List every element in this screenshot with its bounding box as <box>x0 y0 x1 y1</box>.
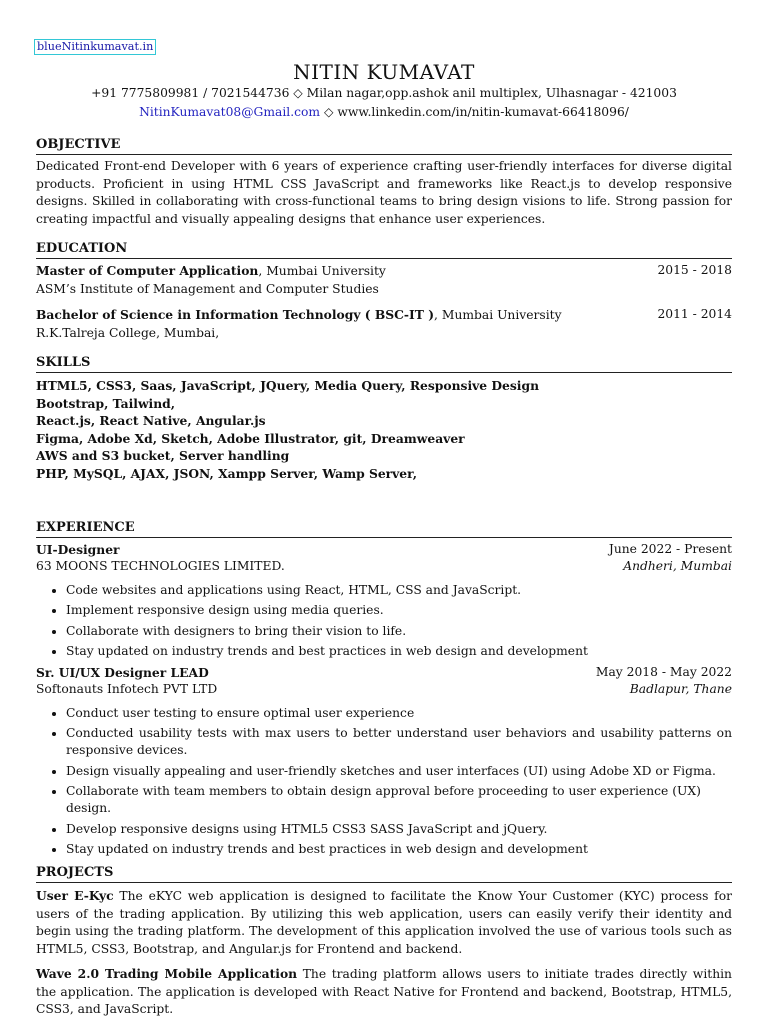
list-item: • Develop responsive designs using HTML5 CSS3 SASS JavaScript and jQuery. <box>66 821 732 838</box>
project-name: Wave 2.0 Trading Mobile Application <box>36 966 298 982</box>
project-text: The eKYC web application is designed to facilitate the Know Your Customer (KYC) process for users of the trading application. By utilizing this web application, users can easily verify their identity and begin using the trading platform. The development of this application involved the use of various tools such as HTML5, CSS3, Bootstrap, and Angular.js for Frontend and backend. <box>36 889 733 956</box>
list-item: • Code websites and applications using React, HTML, CSS and JavaScript. <box>66 582 732 599</box>
job-dates: June 2022 - Present <box>608 541 732 556</box>
list-item: • Implement responsive design using media queries. <box>66 602 732 619</box>
list-item: • Stay updated on industry trends and best practices in web design and development <box>66 643 732 660</box>
project-name: User E-Kyc <box>36 888 114 904</box>
job-bullets <box>36 582 732 661</box>
institute: R.K.Talreja College, Mumbai, <box>36 325 220 340</box>
skills-heading: SKILLS <box>36 354 732 373</box>
project-text: The trading platform allows users to initiate trades directly within the application. The application is developed with React Native for Frontend and backend, Bootstrap, HTML5, CSS3, and JavaScript. <box>36 967 732 1017</box>
degree: Bachelor of Science in Information Technology ( BSC-IT ) <box>36 307 435 322</box>
linkedin-link[interactable]: www.linkedin.com/in/nitin-kumavat-66418096/ <box>337 105 629 119</box>
company: Softonauts Infotech PVT LTD <box>36 682 218 697</box>
list-item: • Conducted usability tests with max users to better understand user behaviors and usability patterns on responsive devices. <box>66 725 732 759</box>
company: 63 MOONS TECHNOLOGIES LIMITED. <box>36 559 285 574</box>
institute: ASM’s Institute of Management and Computer Studies <box>36 281 379 296</box>
resume-page <box>36 38 732 1019</box>
years: 2011 - 2014 <box>657 307 732 321</box>
university: , Mumbai University <box>434 308 562 322</box>
job-dates: May 2018 - May 2022 <box>595 664 732 679</box>
contact-line: +91 7775809981 / 7021544736 ◇ Milan nagar,opp.ashok anil multiplex, Ulhasnagar - 421003 <box>91 86 677 100</box>
university: , Mumbai University <box>258 264 386 278</box>
skill-line: Figma, Adobe Xd, Sketch, Adobe Illustrator, git, Dreamweaver <box>36 430 465 446</box>
objective-heading: OBJECTIVE <box>36 136 732 155</box>
job-entry <box>36 541 732 661</box>
project-entry <box>36 965 732 1019</box>
job-entry <box>36 664 732 859</box>
list-item: • Collaborate with designers to bring their vision to life. <box>66 623 732 640</box>
experience-heading: EXPERIENCE <box>36 519 732 538</box>
email-link[interactable]: NitinKumavat08@Gmail.com <box>139 105 321 119</box>
website-link[interactable]: blueNitinkumavat.in <box>34 39 156 55</box>
links-line <box>36 103 732 122</box>
project-entry <box>36 887 732 958</box>
projects-heading: PROJECTS <box>36 864 732 883</box>
separator-diamond: ◇ <box>320 105 338 119</box>
objective-text: Dedicated Front-end Developer with 6 years of experience crafting user-friendly interfaces for diverse digital products. Proficient in using HTML CSS JavaScript and frameworks like React.js to develop responsive designs. Skilled in collaborating with cross-functional teams to bring design visions to life. Strong passion for creating impactful and visually appealing designs that enhance user experiences. <box>36 159 732 226</box>
years: 2015 - 2018 <box>657 263 732 277</box>
job-bullets <box>36 705 732 859</box>
candidate-name: NITIN KUMAVAT <box>293 60 475 84</box>
education-item <box>36 306 732 342</box>
list-item: • Conduct user testing to ensure optimal user experience <box>66 705 732 722</box>
job-location: Badlapur, Thane <box>629 682 732 697</box>
education-item <box>36 262 732 298</box>
list-item: • Design visually appealing and user-friendly sketches and user interfaces (UI) using Adobe XD or Figma. <box>66 763 732 780</box>
skills-list <box>36 377 732 483</box>
skill-line: AWS and S3 bucket, Server handling <box>36 448 290 464</box>
list-item: • Stay updated on industry trends and best practices in web design and development <box>66 841 732 858</box>
skill-line: HTML5, CSS3, Saas, JavaScript, JQuery, Media Query, Responsive Design <box>36 378 540 393</box>
education-heading: EDUCATION <box>36 240 732 259</box>
skill-line: React.js, React Native, Angular.js <box>36 413 266 429</box>
job-location: Andheri, Mumbai <box>623 559 732 574</box>
job-role: Sr. UI/UX Designer LEAD <box>36 664 209 680</box>
skill-line: Bootstrap, Tailwind, <box>36 395 176 411</box>
skill-line: PHP, MySQL, AJAX, JSON, Xampp Server, Wamp Server, <box>36 465 417 481</box>
job-role: UI-Designer <box>36 541 120 557</box>
list-item: • Collaborate with team members to obtain design approval before proceeding to user experience (UX) design. <box>66 783 732 817</box>
degree: Master of Computer Application <box>36 263 259 278</box>
